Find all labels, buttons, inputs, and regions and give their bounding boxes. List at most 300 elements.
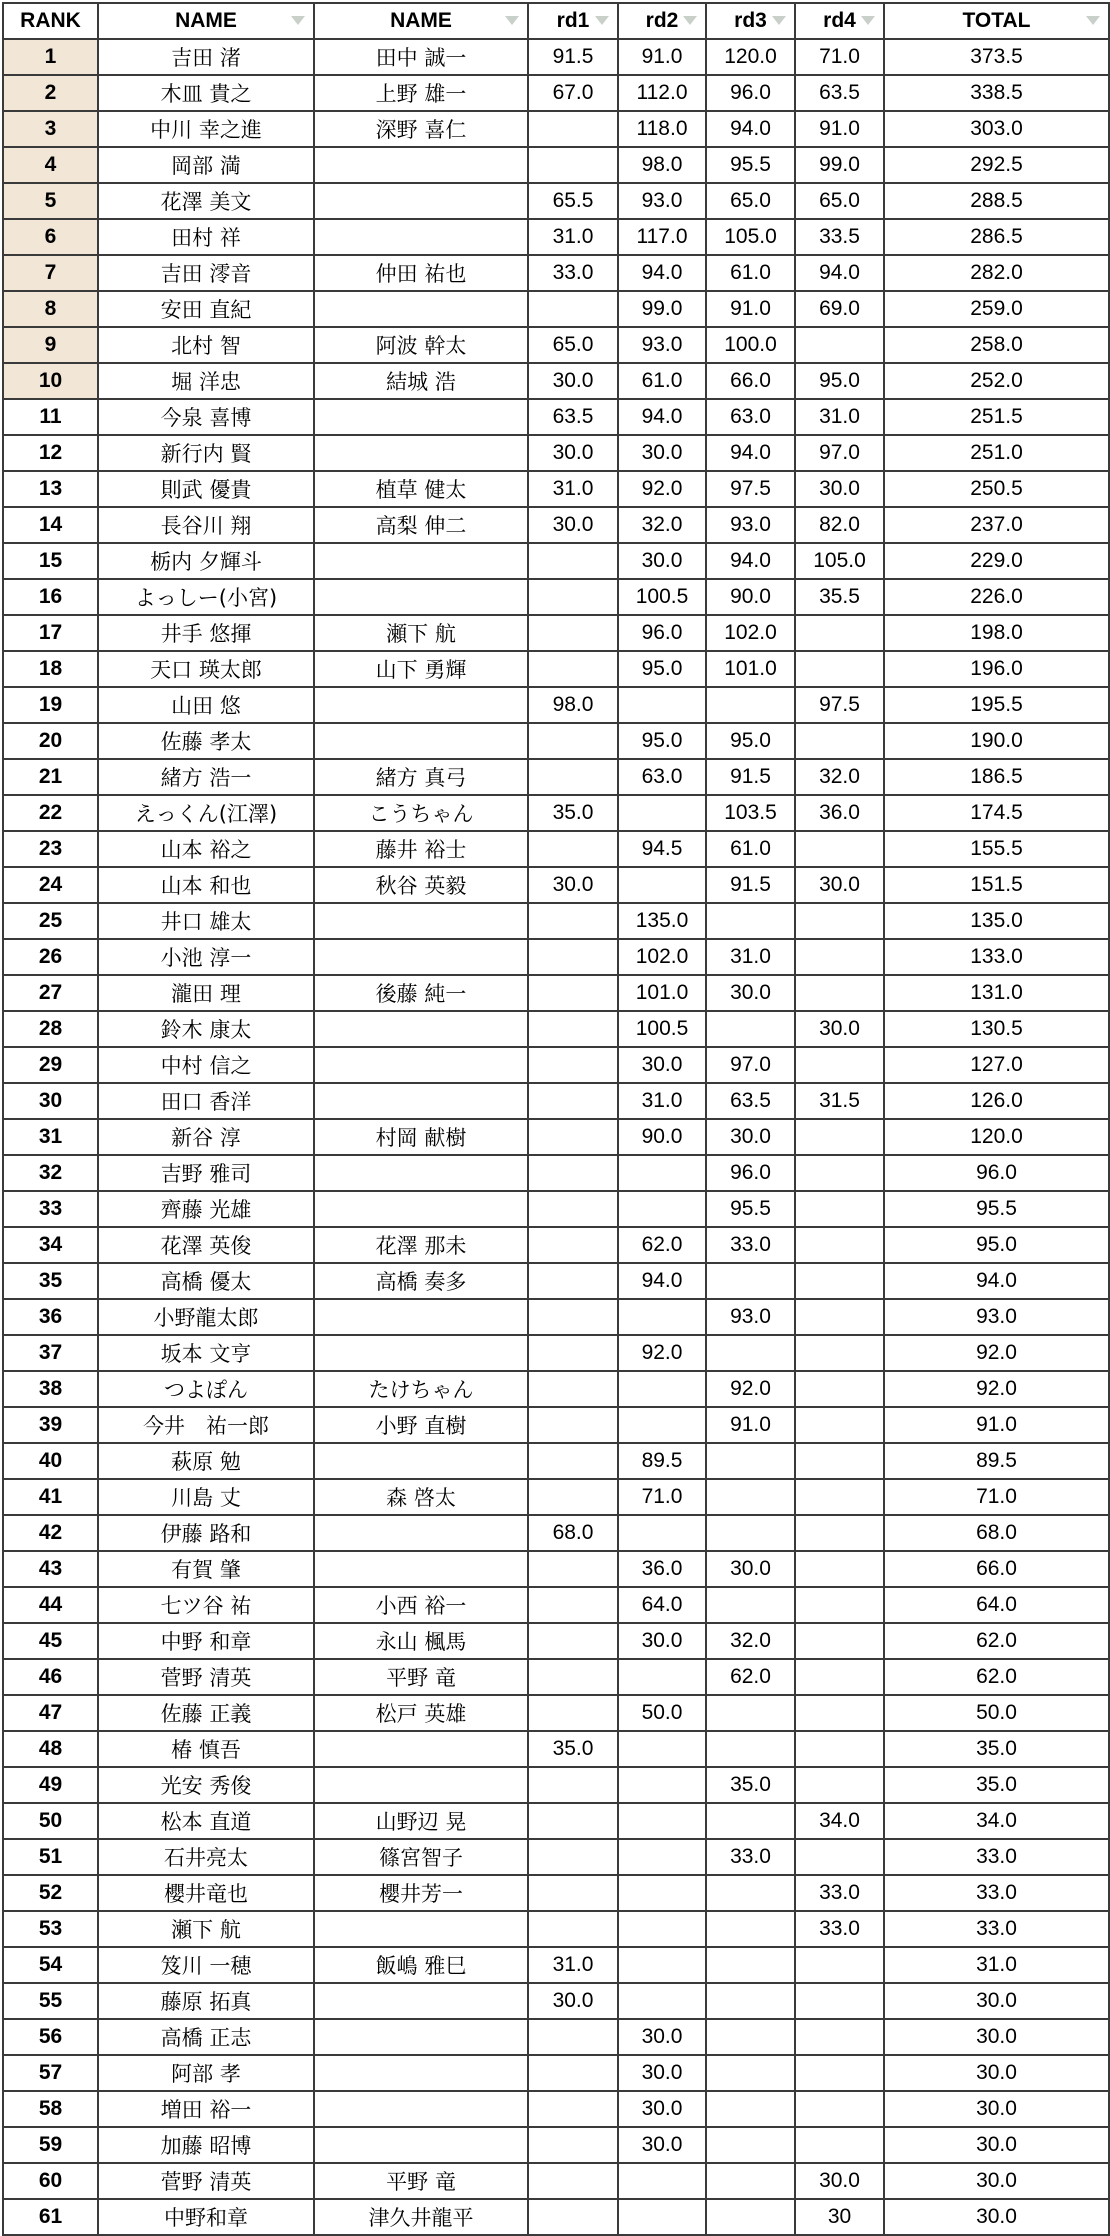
partner-name-cell[interactable] <box>314 903 528 939</box>
player-name-cell[interactable]: 花澤 英俊 <box>98 1227 314 1263</box>
rank-cell[interactable]: 11 <box>3 399 98 435</box>
partner-name-cell[interactable]: たけちゃん <box>314 1371 528 1407</box>
rank-cell[interactable]: 33 <box>3 1191 98 1227</box>
total-score-cell[interactable]: 91.0 <box>884 1407 1109 1443</box>
partner-name-cell[interactable] <box>314 1983 528 2019</box>
rank-cell[interactable]: 52 <box>3 1875 98 1911</box>
player-name-cell[interactable]: 北村 智 <box>98 327 314 363</box>
rd1-score-cell[interactable] <box>528 1299 618 1335</box>
rd3-score-cell[interactable]: 63.0 <box>706 399 795 435</box>
rd2-score-cell[interactable]: 94.0 <box>618 1263 706 1299</box>
rd2-score-cell[interactable]: 30.0 <box>618 2091 706 2127</box>
total-score-cell[interactable]: 33.0 <box>884 1911 1109 1947</box>
player-name-cell[interactable]: 加藤 昭博 <box>98 2127 314 2163</box>
rd1-score-cell[interactable]: 30.0 <box>528 507 618 543</box>
partner-name-cell[interactable] <box>314 2055 528 2091</box>
total-score-cell[interactable]: 62.0 <box>884 1659 1109 1695</box>
partner-name-cell[interactable] <box>314 183 528 219</box>
rd4-score-cell[interactable]: 31.5 <box>795 1083 884 1119</box>
rd2-score-cell[interactable] <box>618 1803 706 1839</box>
total-score-cell[interactable]: 131.0 <box>884 975 1109 1011</box>
rd1-score-cell[interactable] <box>528 1479 618 1515</box>
rd2-score-cell[interactable]: 95.0 <box>618 651 706 687</box>
header-rd2[interactable]: rd2 <box>618 3 706 39</box>
rd3-score-cell[interactable]: 91.5 <box>706 867 795 903</box>
rd2-score-cell[interactable]: 30.0 <box>618 543 706 579</box>
player-name-cell[interactable]: 今井 祐一郎 <box>98 1407 314 1443</box>
rd3-score-cell[interactable]: 94.0 <box>706 543 795 579</box>
rd1-score-cell[interactable]: 31.0 <box>528 1947 618 1983</box>
total-score-cell[interactable]: 30.0 <box>884 1983 1109 2019</box>
rd2-score-cell[interactable]: 30.0 <box>618 1623 706 1659</box>
rd3-score-cell[interactable]: 91.0 <box>706 1407 795 1443</box>
rd4-score-cell[interactable]: 33.5 <box>795 219 884 255</box>
rd2-score-cell[interactable] <box>618 795 706 831</box>
rd4-score-cell[interactable] <box>795 615 884 651</box>
player-name-cell[interactable]: 安田 直紀 <box>98 291 314 327</box>
total-score-cell[interactable]: 338.5 <box>884 75 1109 111</box>
rd4-score-cell[interactable] <box>795 1731 884 1767</box>
header-name-2[interactable]: NAME <box>314 3 528 39</box>
player-name-cell[interactable]: 光安 秀俊 <box>98 1767 314 1803</box>
partner-name-cell[interactable]: 瀬下 航 <box>314 615 528 651</box>
player-name-cell[interactable]: 吉田 澪音 <box>98 255 314 291</box>
rd3-score-cell[interactable] <box>706 2091 795 2127</box>
partner-name-cell[interactable]: 田中 誠一 <box>314 39 528 75</box>
rd4-score-cell[interactable]: 105.0 <box>795 543 884 579</box>
rd4-score-cell[interactable] <box>795 1659 884 1695</box>
rd1-score-cell[interactable]: 30.0 <box>528 363 618 399</box>
rd4-score-cell[interactable]: 34.0 <box>795 1803 884 1839</box>
total-score-cell[interactable]: 186.5 <box>884 759 1109 795</box>
rd2-score-cell[interactable]: 89.5 <box>618 1443 706 1479</box>
rd4-score-cell[interactable]: 32.0 <box>795 759 884 795</box>
rank-cell[interactable]: 47 <box>3 1695 98 1731</box>
rd4-score-cell[interactable] <box>795 1191 884 1227</box>
partner-name-cell[interactable]: 植草 健太 <box>314 471 528 507</box>
total-score-cell[interactable]: 195.5 <box>884 687 1109 723</box>
rd2-score-cell[interactable] <box>618 1767 706 1803</box>
total-score-cell[interactable]: 30.0 <box>884 2127 1109 2163</box>
player-name-cell[interactable]: 井手 悠揮 <box>98 615 314 651</box>
rd2-score-cell[interactable]: 117.0 <box>618 219 706 255</box>
rd4-score-cell[interactable]: 63.5 <box>795 75 884 111</box>
rd3-score-cell[interactable]: 65.0 <box>706 183 795 219</box>
filter-dropdown-icon[interactable] <box>505 16 519 25</box>
partner-name-cell[interactable]: こうちゃん <box>314 795 528 831</box>
player-name-cell[interactable]: 栃内 夕輝斗 <box>98 543 314 579</box>
total-score-cell[interactable]: 30.0 <box>884 2091 1109 2127</box>
rd2-score-cell[interactable]: 96.0 <box>618 615 706 651</box>
partner-name-cell[interactable]: 高梨 伸二 <box>314 507 528 543</box>
player-name-cell[interactable]: 山田 悠 <box>98 687 314 723</box>
player-name-cell[interactable]: 新谷 淳 <box>98 1119 314 1155</box>
partner-name-cell[interactable] <box>314 291 528 327</box>
player-name-cell[interactable]: 中野 和章 <box>98 1623 314 1659</box>
rd4-score-cell[interactable] <box>795 651 884 687</box>
total-score-cell[interactable]: 292.5 <box>884 147 1109 183</box>
partner-name-cell[interactable] <box>314 2127 528 2163</box>
total-score-cell[interactable]: 95.0 <box>884 1227 1109 1263</box>
rd2-score-cell[interactable]: 92.0 <box>618 471 706 507</box>
total-score-cell[interactable]: 35.0 <box>884 1731 1109 1767</box>
rd2-score-cell[interactable]: 112.0 <box>618 75 706 111</box>
rd3-score-cell[interactable] <box>706 1875 795 1911</box>
rd2-score-cell[interactable]: 32.0 <box>618 507 706 543</box>
player-name-cell[interactable]: 伊藤 路和 <box>98 1515 314 1551</box>
rd2-score-cell[interactable]: 31.0 <box>618 1083 706 1119</box>
rank-cell[interactable]: 48 <box>3 1731 98 1767</box>
rd2-score-cell[interactable] <box>618 1659 706 1695</box>
rd2-score-cell[interactable] <box>618 1983 706 2019</box>
rd4-score-cell[interactable]: 71.0 <box>795 39 884 75</box>
rd2-score-cell[interactable] <box>618 1371 706 1407</box>
rd1-score-cell[interactable]: 30.0 <box>528 867 618 903</box>
player-name-cell[interactable]: 中川 幸之進 <box>98 111 314 147</box>
filter-dropdown-icon[interactable] <box>291 16 305 25</box>
rd4-score-cell[interactable]: 69.0 <box>795 291 884 327</box>
total-score-cell[interactable]: 135.0 <box>884 903 1109 939</box>
filter-dropdown-icon[interactable] <box>772 16 786 25</box>
rd4-score-cell[interactable]: 82.0 <box>795 507 884 543</box>
rd1-score-cell[interactable]: 35.0 <box>528 795 618 831</box>
rd4-score-cell[interactable]: 65.0 <box>795 183 884 219</box>
player-name-cell[interactable]: 吉野 雅司 <box>98 1155 314 1191</box>
total-score-cell[interactable]: 71.0 <box>884 1479 1109 1515</box>
rank-cell[interactable]: 54 <box>3 1947 98 1983</box>
rd2-score-cell[interactable] <box>618 1839 706 1875</box>
rank-cell[interactable]: 26 <box>3 939 98 975</box>
rank-cell[interactable]: 4 <box>3 147 98 183</box>
rd1-score-cell[interactable] <box>528 2091 618 2127</box>
rank-cell[interactable]: 41 <box>3 1479 98 1515</box>
total-score-cell[interactable]: 133.0 <box>884 939 1109 975</box>
rd3-score-cell[interactable] <box>706 1479 795 1515</box>
rd2-score-cell[interactable]: 95.0 <box>618 723 706 759</box>
rank-cell[interactable]: 42 <box>3 1515 98 1551</box>
total-score-cell[interactable]: 237.0 <box>884 507 1109 543</box>
rank-cell[interactable]: 7 <box>3 255 98 291</box>
rd3-score-cell[interactable] <box>706 1587 795 1623</box>
player-name-cell[interactable]: 松本 直道 <box>98 1803 314 1839</box>
partner-name-cell[interactable]: 松戸 英雄 <box>314 1695 528 1731</box>
partner-name-cell[interactable] <box>314 147 528 183</box>
total-score-cell[interactable]: 30.0 <box>884 2199 1109 2235</box>
total-score-cell[interactable]: 151.5 <box>884 867 1109 903</box>
rd4-score-cell[interactable]: 36.0 <box>795 795 884 831</box>
player-name-cell[interactable]: 岡部 満 <box>98 147 314 183</box>
total-score-cell[interactable]: 30.0 <box>884 2163 1109 2199</box>
rank-cell[interactable]: 16 <box>3 579 98 615</box>
partner-name-cell[interactable] <box>314 1551 528 1587</box>
rd2-score-cell[interactable]: 94.5 <box>618 831 706 867</box>
player-name-cell[interactable]: 堀 洋忠 <box>98 363 314 399</box>
rd4-score-cell[interactable]: 33.0 <box>795 1875 884 1911</box>
rd3-score-cell[interactable]: 96.0 <box>706 1155 795 1191</box>
rank-cell[interactable]: 31 <box>3 1119 98 1155</box>
player-name-cell[interactable]: 有賀 肇 <box>98 1551 314 1587</box>
rd3-score-cell[interactable]: 95.0 <box>706 723 795 759</box>
rd2-score-cell[interactable] <box>618 867 706 903</box>
total-score-cell[interactable]: 66.0 <box>884 1551 1109 1587</box>
player-name-cell[interactable]: 井口 雄太 <box>98 903 314 939</box>
player-name-cell[interactable]: 木皿 貴之 <box>98 75 314 111</box>
partner-name-cell[interactable]: 阿波 幹太 <box>314 327 528 363</box>
player-name-cell[interactable]: 則武 優貴 <box>98 471 314 507</box>
partner-name-cell[interactable]: 結城 浩 <box>314 363 528 399</box>
player-name-cell[interactable]: 天口 瑛太郎 <box>98 651 314 687</box>
rd3-score-cell[interactable] <box>706 2199 795 2235</box>
partner-name-cell[interactable] <box>314 1155 528 1191</box>
rd3-score-cell[interactable]: 91.5 <box>706 759 795 795</box>
rank-cell[interactable]: 2 <box>3 75 98 111</box>
player-name-cell[interactable]: 長谷川 翔 <box>98 507 314 543</box>
rd3-score-cell[interactable] <box>706 1695 795 1731</box>
rank-cell[interactable]: 8 <box>3 291 98 327</box>
rd4-score-cell[interactable] <box>795 1443 884 1479</box>
total-score-cell[interactable]: 198.0 <box>884 615 1109 651</box>
rank-cell[interactable]: 36 <box>3 1299 98 1335</box>
rd2-score-cell[interactable] <box>618 1515 706 1551</box>
rd2-score-cell[interactable] <box>618 1947 706 1983</box>
rd3-score-cell[interactable]: 90.0 <box>706 579 795 615</box>
rd3-score-cell[interactable]: 32.0 <box>706 1623 795 1659</box>
partner-name-cell[interactable]: 深野 喜仁 <box>314 111 528 147</box>
rank-cell[interactable]: 28 <box>3 1011 98 1047</box>
partner-name-cell[interactable]: 小野 直樹 <box>314 1407 528 1443</box>
rd3-score-cell[interactable] <box>706 2163 795 2199</box>
rd2-score-cell[interactable]: 62.0 <box>618 1227 706 1263</box>
rd3-score-cell[interactable] <box>706 1515 795 1551</box>
partner-name-cell[interactable] <box>314 435 528 471</box>
player-name-cell[interactable]: 新行内 賢 <box>98 435 314 471</box>
total-score-cell[interactable]: 33.0 <box>884 1875 1109 1911</box>
rd1-score-cell[interactable] <box>528 1767 618 1803</box>
rd1-score-cell[interactable] <box>528 1011 618 1047</box>
rd2-score-cell[interactable]: 98.0 <box>618 147 706 183</box>
player-name-cell[interactable]: 佐藤 孝太 <box>98 723 314 759</box>
rd2-score-cell[interactable] <box>618 1875 706 1911</box>
partner-name-cell[interactable]: 平野 竜 <box>314 1659 528 1695</box>
rd1-score-cell[interactable] <box>528 975 618 1011</box>
player-name-cell[interactable]: 瀬下 航 <box>98 1911 314 1947</box>
total-score-cell[interactable]: 373.5 <box>884 39 1109 75</box>
rd3-score-cell[interactable] <box>706 2127 795 2163</box>
rd1-score-cell[interactable] <box>528 1911 618 1947</box>
rd3-score-cell[interactable]: 61.0 <box>706 255 795 291</box>
rank-cell[interactable]: 45 <box>3 1623 98 1659</box>
rd3-score-cell[interactable]: 63.5 <box>706 1083 795 1119</box>
partner-name-cell[interactable] <box>314 219 528 255</box>
rd2-score-cell[interactable]: 50.0 <box>618 1695 706 1731</box>
rd1-score-cell[interactable] <box>528 759 618 795</box>
player-name-cell[interactable]: 花澤 美文 <box>98 183 314 219</box>
partner-name-cell[interactable] <box>314 543 528 579</box>
rank-cell[interactable]: 9 <box>3 327 98 363</box>
rank-cell[interactable]: 23 <box>3 831 98 867</box>
rank-cell[interactable]: 15 <box>3 543 98 579</box>
rd4-score-cell[interactable]: 33.0 <box>795 1911 884 1947</box>
rd4-score-cell[interactable] <box>795 1335 884 1371</box>
header-name-1[interactable]: NAME <box>98 3 314 39</box>
rd1-score-cell[interactable]: 65.5 <box>528 183 618 219</box>
header-rd4[interactable]: rd4 <box>795 3 884 39</box>
rd4-score-cell[interactable] <box>795 1155 884 1191</box>
partner-name-cell[interactable]: 津久井龍平 <box>314 2199 528 2235</box>
rank-cell[interactable]: 32 <box>3 1155 98 1191</box>
rd1-score-cell[interactable] <box>528 1263 618 1299</box>
rd3-score-cell[interactable] <box>706 1803 795 1839</box>
rank-cell[interactable]: 58 <box>3 2091 98 2127</box>
partner-name-cell[interactable] <box>314 399 528 435</box>
rd3-score-cell[interactable]: 33.0 <box>706 1227 795 1263</box>
rd2-score-cell[interactable] <box>618 1731 706 1767</box>
rd2-score-cell[interactable]: 94.0 <box>618 255 706 291</box>
rd2-score-cell[interactable]: 135.0 <box>618 903 706 939</box>
total-score-cell[interactable]: 126.0 <box>884 1083 1109 1119</box>
partner-name-cell[interactable] <box>314 1911 528 1947</box>
filter-dropdown-icon[interactable] <box>861 16 875 25</box>
rd4-score-cell[interactable] <box>795 2055 884 2091</box>
total-score-cell[interactable]: 250.5 <box>884 471 1109 507</box>
rd1-score-cell[interactable] <box>528 2199 618 2235</box>
partner-name-cell[interactable] <box>314 939 528 975</box>
player-name-cell[interactable]: 山本 和也 <box>98 867 314 903</box>
rank-cell[interactable]: 18 <box>3 651 98 687</box>
rd2-score-cell[interactable]: 93.0 <box>618 183 706 219</box>
rd3-score-cell[interactable]: 31.0 <box>706 939 795 975</box>
rank-cell[interactable]: 3 <box>3 111 98 147</box>
rd1-score-cell[interactable] <box>528 1875 618 1911</box>
rd3-score-cell[interactable]: 105.0 <box>706 219 795 255</box>
rd3-score-cell[interactable]: 93.0 <box>706 1299 795 1335</box>
rd1-score-cell[interactable] <box>528 1839 618 1875</box>
rd4-score-cell[interactable] <box>795 1839 884 1875</box>
rank-cell[interactable]: 34 <box>3 1227 98 1263</box>
rd3-score-cell[interactable]: 33.0 <box>706 1839 795 1875</box>
rd3-score-cell[interactable]: 30.0 <box>706 975 795 1011</box>
rank-cell[interactable]: 35 <box>3 1263 98 1299</box>
rank-cell[interactable]: 46 <box>3 1659 98 1695</box>
rd2-score-cell[interactable]: 102.0 <box>618 939 706 975</box>
rd1-score-cell[interactable] <box>528 1227 618 1263</box>
partner-name-cell[interactable]: 平野 竜 <box>314 2163 528 2199</box>
partner-name-cell[interactable] <box>314 2091 528 2127</box>
total-score-cell[interactable]: 30.0 <box>884 2055 1109 2091</box>
rd2-score-cell[interactable]: 30.0 <box>618 2055 706 2091</box>
rd2-score-cell[interactable]: 30.0 <box>618 2019 706 2055</box>
player-name-cell[interactable]: 高橋 正志 <box>98 2019 314 2055</box>
total-score-cell[interactable]: 130.5 <box>884 1011 1109 1047</box>
rank-cell[interactable]: 20 <box>3 723 98 759</box>
rd1-score-cell[interactable] <box>528 579 618 615</box>
rank-cell[interactable]: 39 <box>3 1407 98 1443</box>
partner-name-cell[interactable] <box>314 1011 528 1047</box>
rd3-score-cell[interactable]: 120.0 <box>706 39 795 75</box>
rank-cell[interactable]: 19 <box>3 687 98 723</box>
partner-name-cell[interactable] <box>314 723 528 759</box>
rd1-score-cell[interactable] <box>528 1695 618 1731</box>
rd1-score-cell[interactable] <box>528 2055 618 2091</box>
rd4-score-cell[interactable]: 94.0 <box>795 255 884 291</box>
rd4-score-cell[interactable] <box>795 1551 884 1587</box>
partner-name-cell[interactable]: 飯嶋 雅巳 <box>314 1947 528 1983</box>
player-name-cell[interactable]: 山本 裕之 <box>98 831 314 867</box>
partner-name-cell[interactable] <box>314 1767 528 1803</box>
rd4-score-cell[interactable] <box>795 723 884 759</box>
player-name-cell[interactable]: 椿 慎吾 <box>98 1731 314 1767</box>
player-name-cell[interactable]: 菅野 清英 <box>98 1659 314 1695</box>
rank-cell[interactable]: 29 <box>3 1047 98 1083</box>
rd2-score-cell[interactable] <box>618 1155 706 1191</box>
rank-cell[interactable]: 30 <box>3 1083 98 1119</box>
rd1-score-cell[interactable] <box>528 1407 618 1443</box>
rd1-score-cell[interactable] <box>528 651 618 687</box>
rd1-score-cell[interactable]: 98.0 <box>528 687 618 723</box>
player-name-cell[interactable]: 萩原 勉 <box>98 1443 314 1479</box>
player-name-cell[interactable]: 緒方 浩一 <box>98 759 314 795</box>
partner-name-cell[interactable] <box>314 1083 528 1119</box>
rd3-score-cell[interactable]: 101.0 <box>706 651 795 687</box>
rd2-score-cell[interactable]: 30.0 <box>618 435 706 471</box>
rd1-score-cell[interactable]: 30.0 <box>528 1983 618 2019</box>
partner-name-cell[interactable]: 仲田 祐也 <box>314 255 528 291</box>
rd4-score-cell[interactable] <box>795 939 884 975</box>
total-score-cell[interactable]: 196.0 <box>884 651 1109 687</box>
rd1-score-cell[interactable] <box>528 1335 618 1371</box>
rd3-score-cell[interactable]: 94.0 <box>706 435 795 471</box>
partner-name-cell[interactable] <box>314 1443 528 1479</box>
rank-cell[interactable]: 13 <box>3 471 98 507</box>
rd4-score-cell[interactable] <box>795 1947 884 1983</box>
partner-name-cell[interactable]: 櫻井芳一 <box>314 1875 528 1911</box>
rd4-score-cell[interactable] <box>795 903 884 939</box>
total-score-cell[interactable]: 96.0 <box>884 1155 1109 1191</box>
player-name-cell[interactable]: 川島 丈 <box>98 1479 314 1515</box>
rd4-score-cell[interactable] <box>795 1479 884 1515</box>
rd1-score-cell[interactable] <box>528 1443 618 1479</box>
total-score-cell[interactable]: 229.0 <box>884 543 1109 579</box>
rd3-score-cell[interactable]: 30.0 <box>706 1551 795 1587</box>
rd1-score-cell[interactable] <box>528 2163 618 2199</box>
rd2-score-cell[interactable]: 90.0 <box>618 1119 706 1155</box>
rd1-score-cell[interactable] <box>528 1803 618 1839</box>
partner-name-cell[interactable]: 山下 勇輝 <box>314 651 528 687</box>
total-score-cell[interactable]: 64.0 <box>884 1587 1109 1623</box>
rd1-score-cell[interactable]: 91.5 <box>528 39 618 75</box>
total-score-cell[interactable]: 226.0 <box>884 579 1109 615</box>
total-score-cell[interactable]: 303.0 <box>884 111 1109 147</box>
player-name-cell[interactable]: 石井亮太 <box>98 1839 314 1875</box>
player-name-cell[interactable]: 阿部 孝 <box>98 2055 314 2091</box>
rd4-score-cell[interactable]: 30.0 <box>795 1011 884 1047</box>
total-score-cell[interactable]: 30.0 <box>884 2019 1109 2055</box>
rd2-score-cell[interactable] <box>618 687 706 723</box>
total-score-cell[interactable]: 68.0 <box>884 1515 1109 1551</box>
rd2-score-cell[interactable]: 64.0 <box>618 1587 706 1623</box>
rd1-score-cell[interactable]: 65.0 <box>528 327 618 363</box>
rd1-score-cell[interactable]: 31.0 <box>528 219 618 255</box>
rd4-score-cell[interactable]: 30.0 <box>795 867 884 903</box>
rd1-score-cell[interactable]: 63.5 <box>528 399 618 435</box>
player-name-cell[interactable]: 坂本 文亨 <box>98 1335 314 1371</box>
rd1-score-cell[interactable]: 35.0 <box>528 1731 618 1767</box>
rd2-score-cell[interactable]: 118.0 <box>618 111 706 147</box>
partner-name-cell[interactable]: 山野辺 晃 <box>314 1803 528 1839</box>
rd3-score-cell[interactable]: 30.0 <box>706 1119 795 1155</box>
rd1-score-cell[interactable] <box>528 2127 618 2163</box>
rd4-score-cell[interactable] <box>795 975 884 1011</box>
